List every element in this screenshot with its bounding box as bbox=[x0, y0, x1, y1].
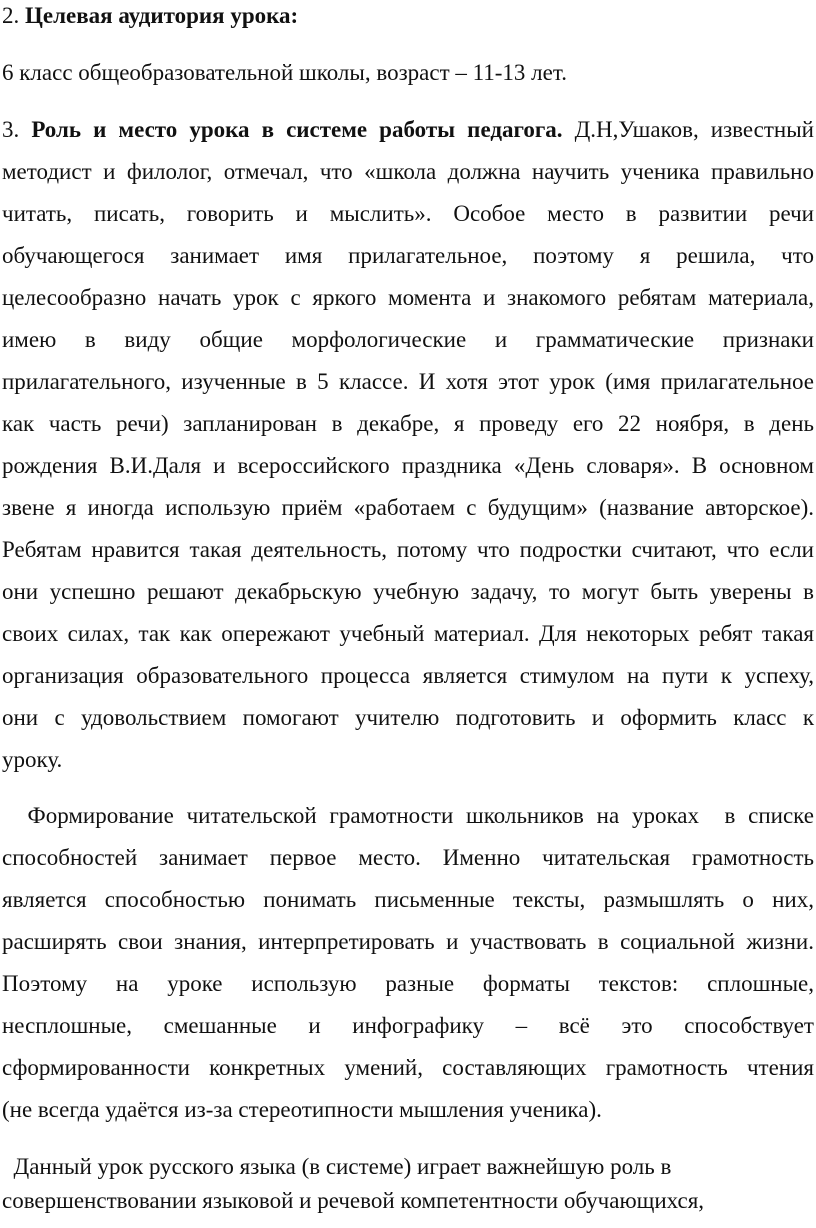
section-3-line: как часть речи) запланирован в декабре, я проведу его 22 ноября, в день bbox=[2, 411, 814, 436]
section-3-line: своих силах, так как опережают учебный материал. Для некоторых ребят такая bbox=[2, 621, 814, 646]
section-3-line-last: уроку. bbox=[2, 747, 63, 772]
section-3-line: читать, писать, говорить и мыслить». Особое место в развитии речи bbox=[2, 201, 814, 226]
literacy-line: расширять свои знания, интерпретировать и участвовать в социальной жизни. bbox=[2, 929, 814, 954]
literacy-line: способностей занимает первое место. Именно читательская грамотность bbox=[2, 845, 814, 870]
literacy-line-last: (не всегда удаётся из-за стереотипности мышления ученика). bbox=[2, 1097, 602, 1122]
section-3-heading: Роль и место урока в системе работы педагога. bbox=[31, 117, 563, 142]
section-3-line: методист и филолог, отмечал, что «школа должна научить ученика правильно bbox=[2, 159, 814, 184]
lesson-line: Данный урок русского языка (в системе) играет важнейшую роль в bbox=[2, 1154, 672, 1179]
literacy-line: сформированности конкретных умений, составляющих грамотность чтения bbox=[2, 1055, 814, 1080]
section-3-line: Ребятам нравится такая деятельность, потому что подростки считают, что если bbox=[2, 537, 814, 562]
literacy-line: Формирование читательской грамотности школьников на уроках в списке bbox=[2, 803, 814, 828]
section-3-heading-line bbox=[2, 118, 814, 141]
section-3-line: рождения В.И.Даля и всероссийского праздника «День словаря». В основном bbox=[2, 453, 814, 478]
lesson-line: совершенствовании языковой и речевой компетентности обучающихся, bbox=[2, 1188, 705, 1213]
section-3-first-line-rest: Д.Н,Ушаков, известный bbox=[574, 117, 814, 142]
section-2-text: 6 класс общеобразовательной школы, возраст – 11-13 лет. bbox=[2, 60, 567, 85]
section-3-line: целесообразно начать урок с яркого момента и знакомого ребятам материала, bbox=[2, 285, 814, 310]
literacy-line: является способностью понимать письменные тексты, размышлять о них, bbox=[2, 887, 814, 912]
section-3-line: они успешно решают декабрьскую учебную задачу, то могут быть уверены в bbox=[2, 579, 814, 604]
section-3-line: звене я иногда использую приём «работаем с будущим» (название авторское). bbox=[2, 495, 814, 520]
section-3-line: имею в виду общие морфологические и грамматические признаки bbox=[2, 327, 814, 352]
section-2-number: 2. bbox=[2, 3, 20, 28]
section-3-line: прилагательного, изученные в 5 классе. И хотя этот урок (имя прилагательное bbox=[2, 369, 814, 394]
section-2-heading-line bbox=[2, 4, 298, 27]
section-3-line: организация образовательного процесса является стимулом на пути к успеху, bbox=[2, 663, 814, 688]
literacy-line: несплошные, смешанные и инфографику – всё это способствует bbox=[2, 1013, 814, 1038]
section-2-heading: Целевая аудитория урока: bbox=[25, 3, 299, 28]
section-3-line: они с удовольствием помогают учителю подготовить и оформить класс к bbox=[2, 705, 814, 730]
section-3-line: обучающегося занимает имя прилагательное, поэтому я решила, что bbox=[2, 243, 814, 268]
literacy-line: Поэтому на уроке использую разные форматы текстов: сплошные, bbox=[2, 971, 814, 996]
section-3-number: 3. bbox=[2, 117, 20, 142]
